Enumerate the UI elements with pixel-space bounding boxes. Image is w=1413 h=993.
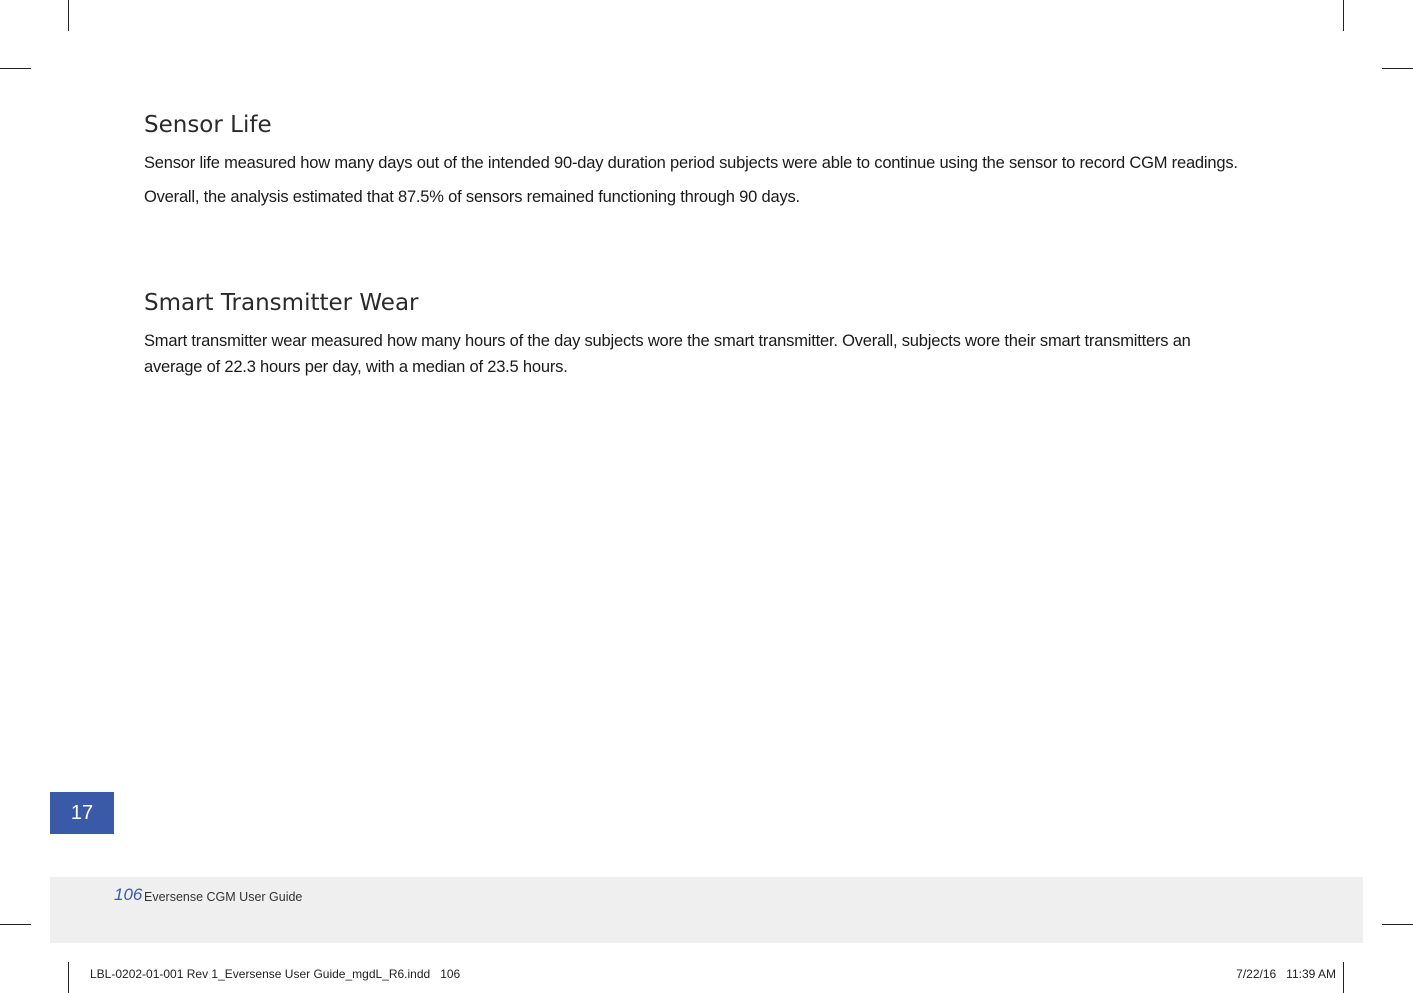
print-slug-file: LBL-0202-01-001 Rev 1_Eversense User Guide_mgdL_R6.indd 106 — [90, 967, 461, 981]
page-number: 106 — [114, 885, 143, 904]
crop-mark-top-left — [68, 0, 69, 31]
crop-mark-top-right — [1343, 0, 1344, 31]
crop-mark-bottom-left — [68, 962, 69, 993]
transmitter-wear-paragraph: Smart transmitter wear measured how many hours of the day subjects wore the smart transmitter. Overall, subjects wore their smart transmitters an average of 22.3 hours per day, with a median of 23.5 hours. — [144, 332, 1191, 376]
crop-mark-left-bottom — [0, 924, 31, 925]
crop-mark-bottom-right — [1343, 962, 1344, 993]
footer-band — [50, 877, 1363, 943]
crop-mark-left-top — [0, 68, 31, 69]
crop-mark-right-bottom — [1382, 924, 1413, 925]
chapter-number: 17 — [70, 801, 94, 824]
sensor-life-paragraph-1: Sensor life measured how many days out of the intended 90-day duration period subjects were able to continue using the sensor to record CGM readings. — [144, 154, 1238, 172]
section-heading-smart-transmitter-wear: Smart Transmitter Wear — [144, 290, 419, 316]
crop-mark-right-top — [1382, 68, 1413, 69]
chapter-tab — [50, 792, 114, 834]
section-heading-sensor-life: Sensor Life — [144, 112, 272, 138]
print-slug-date-time: 7/22/16 11:39 AM — [1236, 967, 1336, 981]
sensor-life-paragraph-2: Overall, the analysis estimated that 87.5% of sensors remained functioning through 90 days. — [144, 188, 800, 206]
guide-title: Eversense CGM User Guide — [144, 890, 303, 904]
